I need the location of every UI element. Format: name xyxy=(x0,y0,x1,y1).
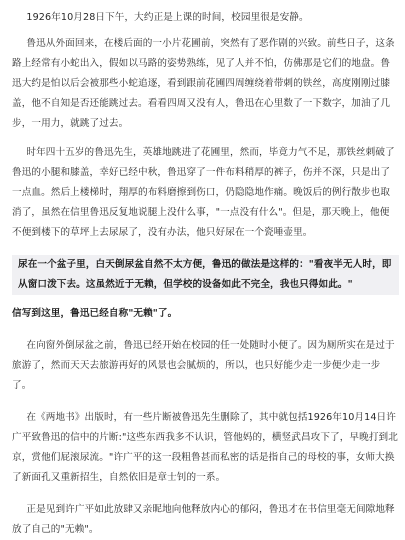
paragraph-quote: 尿在一个盆子里，白天倒尿盆自然不太方便，鲁迅的做法是这样的："看夜半无人时，即从窗口泼下去。这虽然近于无赖，但学校的设备如此不完全，我也只得如此。" xyxy=(18,259,392,290)
paragraph-4: 在向窗外倒尿盆之前，鲁迅已经开始在校园的任一处随时小便了。因为厕所实在是过于旅游了，然而天天去旅游再好的风景也会腻烦的，所以，也只好能少走一步便少走一步了。 xyxy=(12,340,395,391)
paragraph-1: 1926年10月28日下午，大约正是上课的时间，校园里很是安静。 xyxy=(26,12,309,23)
paragraph-3: 时年四十五岁的鲁迅先生，英雄地跳进了花圃里，然而，毕竟力气不足，那铁丝刺破了鲁迅的小腿和膝盖，幸好已经中秋，鲁迅穿了一件布料稍厚的裤子，伤并不深，只是出了一点血。然后上楼梯时，翔厚的布料磨擦到伤口，仍隐隐地作痛。晚饭后的例行散步也取消了，虽然在信里鲁迅反复地说腿上没什么事，"一点没有什么"。但是，那天晚上，他便不便到楼下的草坪上去尿尿了，没有办法，他只好尿在一个瓷唾壶里。 xyxy=(12,147,395,238)
paragraph-2: 鲁迅从外面回来，在楼后面的一小片花圃前，突然有了恶作剧的兴致。前些日子，这条路上经常有小蛇出入，假如以马路的姿势熟练，见了人并不怕，仿佛那是它们的地盘。鲁迅大约是怕以后会被那些小蛇追逐，看到跟前花圃四周缠绕着带刺的铁丝，高度刚刚过膝盖，他不自知是否还能跳过去。看看四周又没有人，鲁迅在心里数了一下数字，加油了几步，一用力，就跳了过去。 xyxy=(12,38,395,129)
paragraph-bold-summary: 信写到这里，鲁迅已经自称"无赖"了。 xyxy=(12,308,178,319)
paragraph-5: 在《两地书》出版时，有一些片断被鲁迅先生删除了，其中就包括1926年10月14日许广平致鲁迅的信中的片断:"这些东西我多不认识，管他妈的，横竖武昌攻下了，早晚打到北京，赏他们屁滚尿流。"许广平的这一段粗鲁甚而私密的话是指自己的母校的事，女师大换了新面孔又重新招生，自然依旧是章士钊的一系。 xyxy=(12,412,398,483)
paragraph-6: 正是见到许广平如此放肆又亲昵地向他释放内心的郁闷，鲁迅才在书信里毫无间隙地释放了自己的"无赖"。 xyxy=(12,504,395,535)
highlight-quote-block xyxy=(12,255,399,295)
